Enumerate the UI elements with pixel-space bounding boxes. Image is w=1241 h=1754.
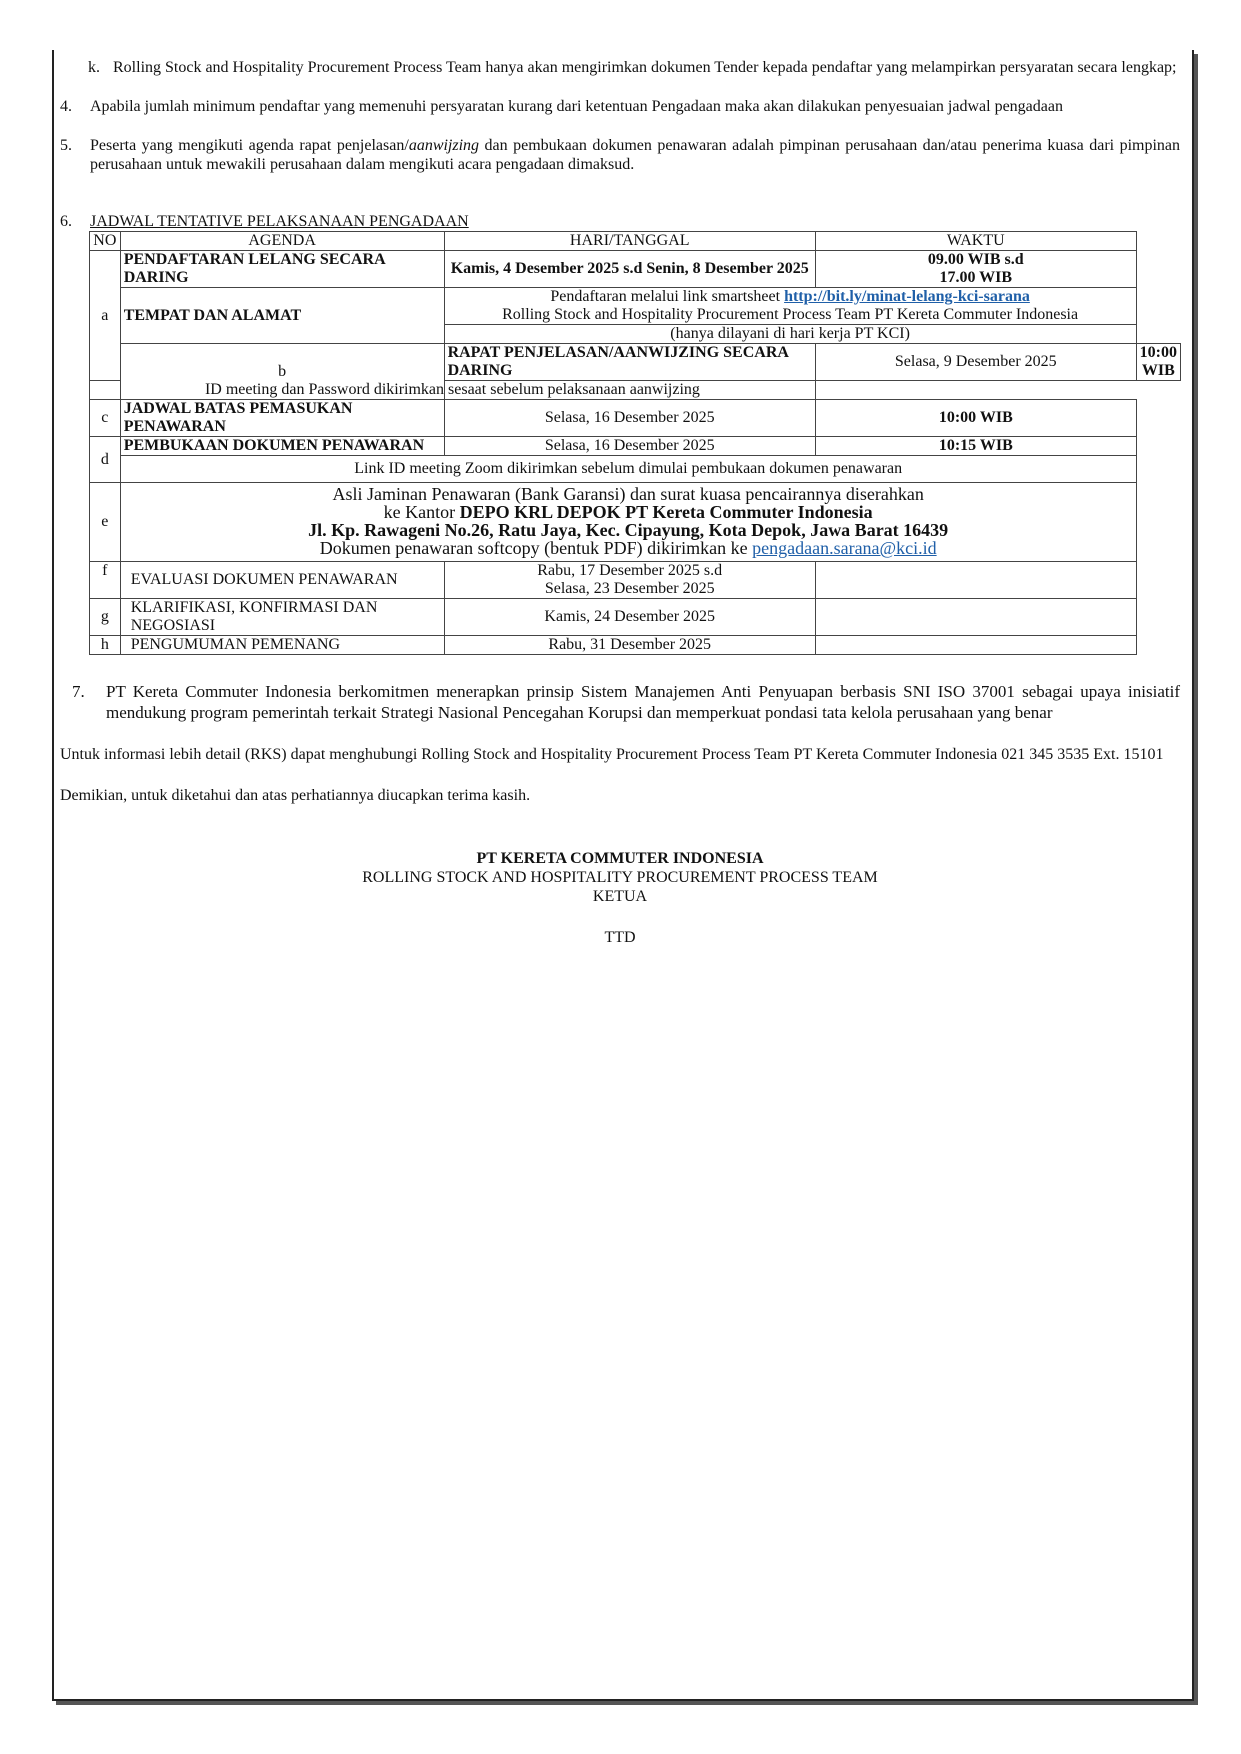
row-a-reg-time-1: 09.00 WIB s.d: [927, 251, 1024, 268]
row-e-line2-office: DEPO KRL DEPOK PT Kereta Commuter Indonesia: [459, 502, 873, 522]
row-f-date: [444, 562, 815, 599]
item-7-label: 7.: [72, 682, 85, 701]
row-b-time: 10:00 WIB: [1136, 344, 1180, 381]
row-a-reg-time: [815, 251, 1136, 288]
row-f-time: [815, 562, 1136, 599]
row-a-reg-agenda: PENDAFTARAN LELANG SECARA DARING: [120, 251, 444, 288]
info-paragraph: Untuk informasi lebih detail (RKS) dapat menghubungi Rolling Stock and Hospitality Procurement Process Team PT Kereta Commuter Indonesia 021 345 3535 Ext. 15101: [60, 746, 1164, 763]
item-4-text: Apabila jumlah minimum pendaftar yang memenuhi persyaratan kurang dari ketentuan Pengadaan maka akan dilakukan penyesuaian jadwal pengadaan: [90, 98, 1063, 115]
row-a-place-prefix: Pendaftaran melalui link smartsheet: [550, 288, 785, 305]
row-a-place-note: (hanya dilayani di hari kerja PT KCI): [444, 325, 1136, 344]
row-e-address: Jl. Kp. Rawageni No.26, Ratu Jaya, Kec. Cipayung, Kota Depok, Jawa Barat 16439: [308, 520, 949, 540]
item-7-text: PT Kereta Commuter Indonesia berkomitmen menerapkan prinsip Sistem Manajemen Anti Penyuapan berbasis SNI ISO 37001 sebagai upaya inisiatif mendukung program pemerintah terkait Strategi Nasional Pencegahan Korupsi dan memperkuat pondasi tata kelola perusahaan yang benar: [106, 682, 1180, 722]
signature-team: ROLLING STOCK AND HOSPITALITY PROCUREMENT PROCESS TEAM: [362, 869, 878, 886]
row-b-date: Selasa, 9 Desember 2025: [815, 344, 1136, 381]
row-f-date-2: Selasa, 23 Desember 2025: [544, 580, 715, 597]
signature-role: KETUA: [592, 888, 648, 905]
row-e-no: e: [90, 483, 121, 562]
row-e-line2-prefix: ke Kantor: [383, 502, 460, 522]
row-b-no: b: [120, 344, 444, 400]
row-h-agenda: PENGUMUMAN PEMENANG: [120, 636, 444, 655]
header-agenda: AGENDA: [120, 232, 444, 251]
row-g-no: g: [90, 599, 121, 636]
row-e-line4-prefix: Dokumen penawaran softcopy (bentuk PDF) dikirimkan ke: [319, 538, 753, 558]
table-row: [90, 437, 1181, 456]
row-f-no: f: [90, 562, 121, 599]
table-row: [90, 400, 1181, 437]
row-b-agenda: RAPAT PENJELASAN/AANWIJZING SECARA DARING: [444, 344, 815, 381]
table-row: [90, 636, 1181, 655]
document-body: [60, 58, 1180, 947]
row-g-time: [815, 599, 1136, 636]
item-5-text-italic: aanwijzing: [408, 137, 480, 154]
table-row: [90, 483, 1181, 562]
row-d-agenda: PEMBUKAAN DOKUMEN PENAWARAN: [120, 437, 444, 456]
signature-company: PT KERETA COMMUTER INDONESIA: [476, 850, 764, 867]
table-row: [90, 456, 1181, 483]
row-a-place-agenda: TEMPAT DAN ALAMAT: [120, 288, 444, 344]
registration-link[interactable]: http://bit.ly/minat-lelang-kci-sarana: [784, 288, 1030, 305]
email-link[interactable]: pengadaan.sarana@kci.id: [752, 538, 937, 558]
row-f-date-1: Rabu, 17 Desember 2025 s.d: [537, 562, 723, 579]
row-c-time: 10:00 WIB: [815, 400, 1136, 437]
row-c-no: c: [90, 400, 121, 437]
row-b-note: ID meeting dan Password dikirimkan sesaat sebelum pelaksanaan aanwijzing: [90, 381, 816, 400]
item-5-label: 5.: [60, 137, 72, 154]
item-4: [60, 97, 1180, 116]
row-a-place-line1: [448, 288, 1133, 306]
header-date: HARI/TANGGAL: [444, 232, 815, 251]
row-h-time: [815, 636, 1136, 655]
item-5-text: [90, 136, 1180, 174]
item-5: [60, 136, 1180, 174]
schedule-table: [89, 231, 1181, 655]
item-k-label: k.: [88, 59, 100, 76]
row-a-place-line2: Rolling Stock and Hospitality Procurement Process Team PT Kereta Commuter Indonesia: [502, 306, 1079, 323]
row-g-agenda: KLARIFIKASI, KONFIRMASI DAN NEGOSIASI: [120, 599, 444, 636]
row-g-date: Kamis, 24 Desember 2025: [444, 599, 815, 636]
item-5-text-b: dan pembukaan dokumen penawaran adalah pimpinan perusahaan dan/atau penerima kuasa dari pimpinan perusahaan untuk mewakili perusahaan dalam mengikuti acara pengadaan dimaksud.: [90, 137, 1181, 173]
item-7: [72, 681, 1180, 723]
row-h-date: Rabu, 31 Desember 2025: [444, 636, 815, 655]
row-e-line1: Asli Jaminan Penawaran (Bank Garansi) dan surat kuasa pencairannya diserahkan: [332, 484, 924, 504]
item-6-label: 6.: [60, 213, 72, 230]
row-c-agenda: JADWAL BATAS PEMASUKAN PENAWARAN: [120, 400, 444, 437]
table-row: [90, 562, 1181, 599]
closing-paragraph: Demikian, untuk diketahui dan atas perhatiannya diucapkan terima kasih.: [60, 787, 531, 804]
item-k-text: Rolling Stock and Hospitality Procurement Process Team hanya akan mengirimkan dokumen Tender kepada pendaftar yang melampirkan persyaratan secara lengkap;: [113, 59, 1177, 76]
signature-ttd: TTD: [604, 929, 636, 946]
row-a-no: a: [90, 251, 121, 381]
table-row: [90, 344, 1181, 381]
row-d-time: 10:15 WIB: [815, 437, 1136, 456]
row-h-no: h: [90, 636, 121, 655]
table-row: [90, 381, 1181, 400]
row-c-date: Selasa, 16 Desember 2025: [444, 400, 815, 437]
header-time: WAKTU: [815, 232, 1136, 251]
row-a-reg-date: Kamis, 4 Desember 2025 s.d Senin, 8 Desember 2025: [444, 251, 815, 288]
table-header-row: [90, 232, 1181, 251]
schedule-title: JADWAL TENTATIVE PELAKSANAAN PENGADAAN: [90, 213, 469, 230]
row-f-agenda: EVALUASI DOKUMEN PENAWARAN: [120, 562, 444, 599]
signature-block: [60, 849, 1180, 906]
row-e-line4: [121, 539, 1136, 557]
item-6: [60, 212, 1180, 231]
row-d-no: d: [90, 437, 121, 483]
item-4-label: 4.: [60, 98, 72, 115]
row-e-line2: [121, 503, 1136, 521]
row-a-place-detail: [444, 288, 1136, 325]
row-a-reg-time-2: 17.00 WIB: [939, 269, 1013, 286]
row-e-detail: [120, 483, 1136, 562]
item-k: [88, 58, 1180, 77]
row-d-date: Selasa, 16 Desember 2025: [444, 437, 815, 456]
row-d-note: Link ID meeting Zoom dikirimkan sebelum dimulai pembukaan dokumen penawaran: [120, 456, 1136, 483]
table-row: [90, 599, 1181, 636]
table-row: [90, 251, 1181, 288]
item-5-text-a: Peserta yang mengikuti agenda rapat penjelasan/: [90, 137, 409, 154]
header-no: NO: [90, 232, 121, 251]
table-row: [90, 288, 1181, 325]
